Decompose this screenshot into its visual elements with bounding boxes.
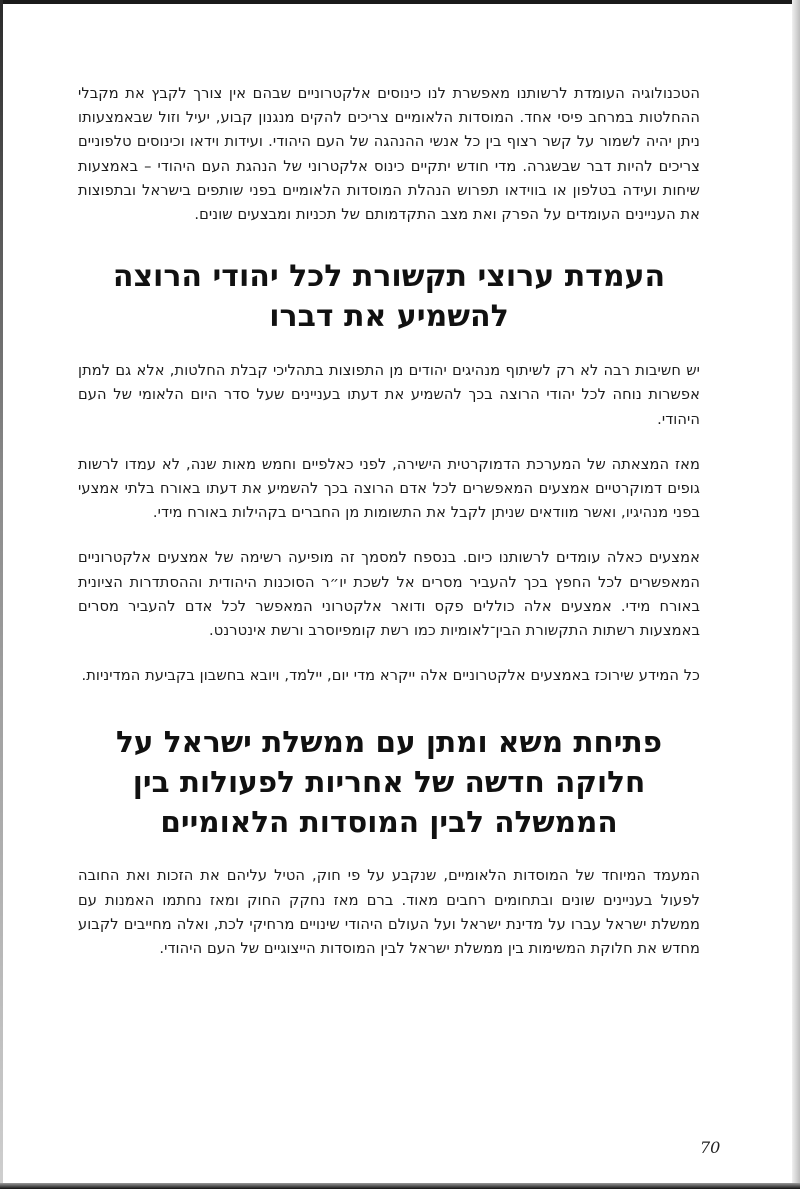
scan-border-top <box>0 0 800 4</box>
scan-border-bottom <box>0 1183 800 1189</box>
channels-paragraph-4: כל המידע שירוכז באמצעים אלקטרוניים אלה ייקרא מדי יום, יילמד, ויובא בחשבון בקביעת המדיניות. <box>81 667 700 685</box>
negotiation-paragraph: המעמד המיוחד של המוסדות הלאומיים, שנקבע על פי חוק, הטיל עליהם את הזכות ואת החובה לפעול בעניינים שונים ובתחומים רחבים מאוד. ברם מאז נחקק החוק ומאז נחתמו האמנות עם ממשלת ישראל עברו על מדינת ישראל ועל העולם היהודי שינויים מרחיקי לכת, ואלה מחייבים לקבוע מחדש את חלוקת המשימות בין ממשלת ישראל לבין המוסדות הייצוגיים של העם היהודי. <box>78 867 700 958</box>
intro-paragraph: הטכנולוגיה העומדת לרשותנו מאפשרת לנו כינוסים אלקטרוניים שבהם אין צורך לקבץ את מקבלי ההחלטות במרחב פיסי אחד. המוסדות הלאומיים צריכים להקים מנגנון קבוע, יעיל וזול שבאמצעותו ניתן יהיה לשמור על קשר רצוף בין כל אנשי ההנהגה של העם היהודי. ועידות וידאו וכינוסים טלפוניים צריכים להיות דבר שבשגרה. מדי חודש יתקיים כינוס אלקטרוני של הנהגת העם היהודי – באמצעות שיחות ועידה בטלפון או בווידאו תפרוש הנהלת המוסדות הלאומיים בפני שותפים בישראל ובתפוצות את העניינים העומדים על הפרק ואת מצב התקדמותם של תכניות ומבצעים שונים. <box>78 85 700 224</box>
scan-border-right <box>792 0 800 1189</box>
section-heading-government-negotiation: פתיחת משא ומתן עם ממשלת ישראל על חלוקה חדשה של אחריות לפעולות בין הממשלה לבין המוסדות הלאומיים <box>115 725 663 840</box>
section-government-negotiation <box>78 864 700 961</box>
document-page <box>78 82 700 961</box>
channels-paragraph-2: מאז המצאתה של המערכת הדמוקרטית הישירה, לפני כאלפיים וחמש מאות שנה, לא עמדו לרשות גופים דמוקרטיים אמצעים המאפשרים לכל אדם הרוצה בכך להשמיע את דעתו באורח בלתי אמצעי בפני מנהיגיו, ואשר מוודאים שניתן לקבל את התשומות מן החברים בקהילות באורח מידי. <box>78 455 700 522</box>
page-number: 70 <box>700 1138 721 1157</box>
section-heading-communication-channels: העמדת ערוצי תקשורת לכל יהודי הרוצה להשמיע את דברו <box>112 259 666 335</box>
scan-border-left <box>0 0 3 1189</box>
section-communication-channels <box>78 359 700 688</box>
channels-paragraph-3: אמצעים כאלה עומדים לרשותנו כיום. בנספח למסמך זה מופיעה רשימה של אמצעים אלקטרוניים המאפשרים לכל החפץ בכך להעביר מסרים אל לשכת יו״ר הסוכנות היהודית וההסתדרות הציונית באורח מידי. אמצעים אלה כוללים פקס ודואר אלקטרוני המאפשר לכל אדם להעביר מסרים באמצעות רשתות התקשורת הבין־לאומיות כמו רשת קומפיוסרב ורשת אינטרנט. <box>78 549 700 640</box>
channels-paragraph-1: יש חשיבות רבה לא רק לשיתוף מנהיגים יהודים מן התפוצות בתהליכי קבלת החלטות, אלא גם למתן אפשרות נוחה לכל יהודי הרוצה בכך להשמיע את דעתו בעניינים שעל סדר היום הלאומי של העם היהודי. <box>78 362 700 428</box>
